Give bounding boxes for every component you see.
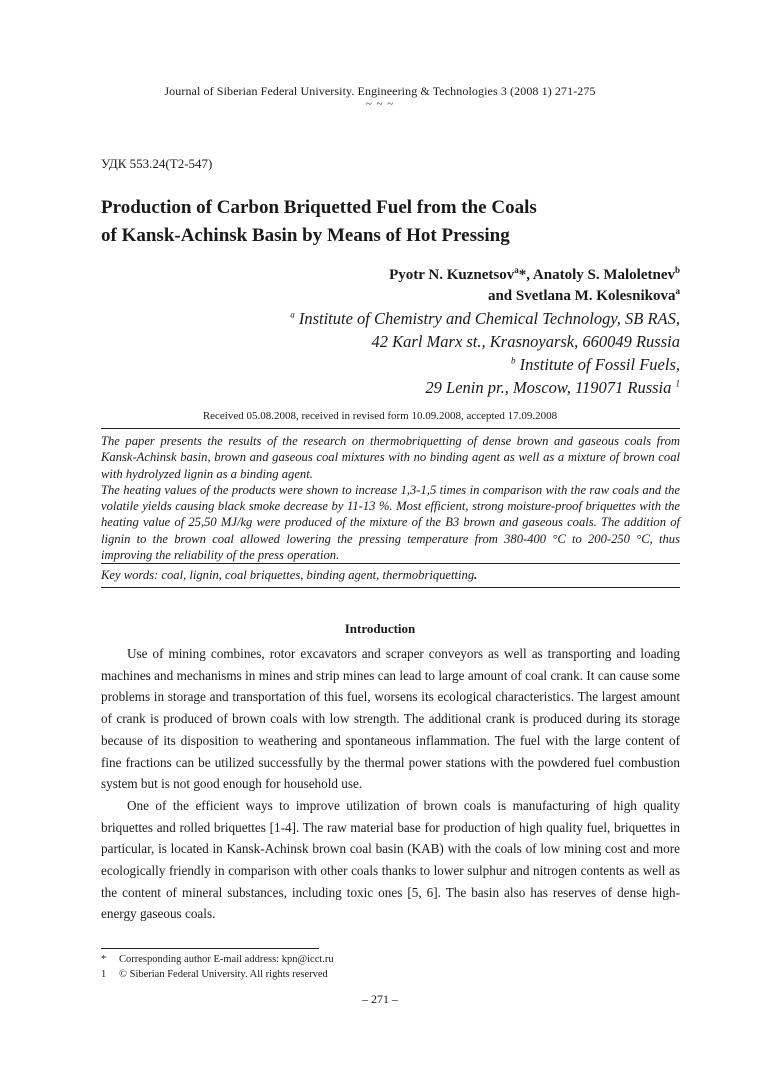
abstract [101,428,680,588]
affiliation-marker: b [674,265,680,275]
affiliation-a-line-1: $^a$ Institute of Chemistry and Chemical Technology, SB RAS, [290,309,680,328]
affiliation-b-line-2: 29 Lenin pr., Moscow, 119071 Russia $^1$ [425,378,680,397]
journal-running-header: Journal of Siberian Federal University. Engineering & Technologies 3 (2008 1) 271-275 [164,84,596,98]
footnote-mark: * [101,954,107,965]
page-number: – 271 – [362,992,398,1006]
affiliation-a-line-2: 42 Karl Marx st., Krasnoyarsk, 660049 Russia [371,332,680,351]
affiliation-marker: a [675,286,680,296]
author-name: Svetlana M. Kolesnikova [515,288,676,304]
footnote-email-text: Corresponding author E-mail address: kpn@icct.ru [119,954,334,965]
author-conjunction: and [487,288,516,304]
author-line-1 [389,265,680,286]
abstract-paragraph-2: The heating values of the products were shown to increase 1,3-1,5 times in comparison with the raw coals and the volatile yields causing black smoke decrease by 11-13 %. Most efficient, strong moisture-proof briquettes with the heating value of 25,50 MJ/kg were produced of the mixture of the B3 brown and gaseous coals. The addition of lignin to the brown coal allowed lowering the pressing temperature from 380-400 °C to 200-250 °C, thus improving the reliability of the press operation. [101,482,680,563]
author-list [389,265,680,307]
affiliation-marker: a [290,309,295,320]
footnote-copyright [101,967,334,982]
footnote-marker: 1 [675,378,680,389]
footnote-corresponding [101,952,334,967]
received-dates: Received 05.08.2008, received in revised form 10.09.2008, accepted 17.09.2008 [202,410,558,422]
footnote-divider [101,948,319,949]
section-heading-introduction: Introduction [344,621,416,636]
corresponding-marker: * [518,267,527,283]
paper-title-line-1: Production of Carbon Briquetted Fuel from the Coals [101,197,537,218]
author-separator: , [526,267,533,283]
footnote-mark: 1 [101,969,107,980]
paper-title [101,194,661,250]
header-ornament: ~ ~ ~ [365,98,395,110]
author-name: Anatoly S. Maloletnev [532,267,675,283]
affiliation-b-line-1: $^b$ Institute of Fossil Fuels, [510,355,680,374]
footnotes [101,952,334,982]
introduction-body [101,643,680,925]
affiliation-marker: b [510,355,516,366]
keywords: Key words: coal, lignin, coal briquettes, binding agent, thermobriquetting. [101,563,680,583]
author-name: Pyotr N. Kuznetsov [389,267,515,283]
paper-title-line-2: of Kansk-Achinsk Basin by Means of Hot Pressing [101,225,510,246]
udc-code: УДК 553.24(Т2-547) [101,156,213,171]
body-paragraph-1: Use of mining combines, rotor excavators and scraper conveyors as well as transporting and loading machines and mechanisms in mines and strip mines can lead to large amount of coal crank. It can cause some problems in storage and transportation of this fuel, worsens its ecological characteristics. The largest amount of crank is produced of brown coals with low strength. The additional crank is produced during its storage because of its disposition to weathering and spontaneous inflammation. The fuel with the large content of fine fractions can be utilized successfully by the thermal power stations with the powdered fuel combustion system but is not good enough for household use. [101,646,680,792]
author-line-2 [389,286,680,307]
affiliation-marker: a [514,265,519,275]
affiliations [290,307,680,399]
body-paragraph-2: One of the efficient ways to improve utilization of brown coals is manufacturing of high quality briquettes and rolled briquettes [1-4]. The raw material base for production of high quality fuel, briquettes in particular, is located in Kansk-Achinsk brown coal basin (KAB) with the coals of low mining cost and more ecologically friendly in comparison with other coals thanks to lower sulphur and nitrogen contents as well as the content of mineral substances, including toxic ones [5, 6]. The basin also has reserves of dense high-energy gaseous coals. [101,797,680,922]
footnote-copyright-text: © Siberian Federal University. All rights reserved [119,969,328,980]
abstract-paragraph-1: The paper presents the results of the research on thermobriquetting of dense brown and gaseous coals from Kansk-Achinsk basin, brown and gaseous coal mixtures with no binding agent as well as a mixture of brown coal with hydrolyzed lignin as a binding agent. [101,434,680,481]
